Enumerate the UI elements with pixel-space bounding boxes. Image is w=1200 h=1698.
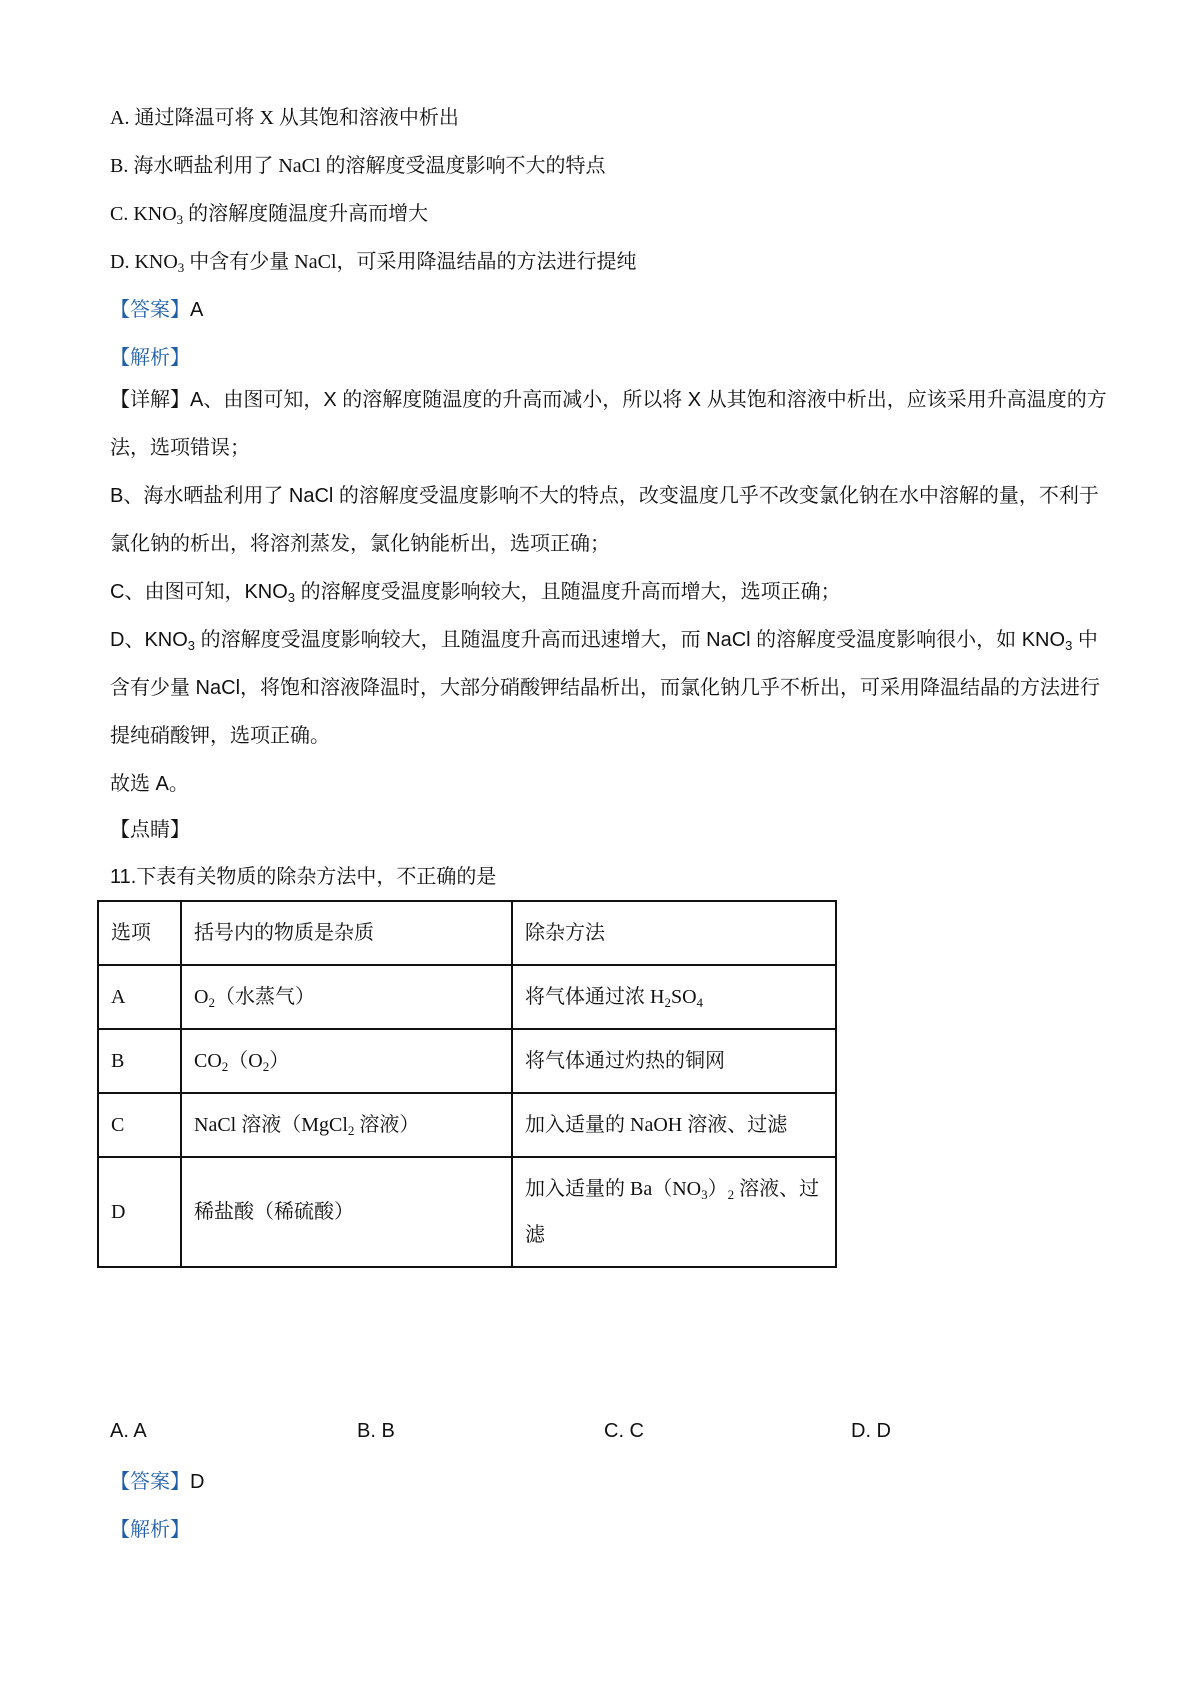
detail-conclusion: 故选 A。 xyxy=(110,773,189,795)
detail-paragraph-d: D、$KNO_3$ 的溶解度受温度影响较大，且随温度升高而迅速增大，而 NaCl 的溶解度受温度影响很小，如 $KNO_3$ 中含有少量 NaCl，将饱和溶液降温时，大部分硝酸钾结晶析出，而氯化钠几乎不析出，可采用降温结晶的方法进行提纯硝酸钾，选项正确。 xyxy=(110,629,1101,747)
header-option: 选项 xyxy=(98,901,181,965)
option-a-text: A. 通过降温可将 X 从其饱和溶液中析出 xyxy=(110,107,459,129)
analysis-10-label: 【解析】 xyxy=(110,347,190,369)
answer-value: A xyxy=(190,299,204,321)
cell-substance: NaCl 溶液（MgCl$_2$ 溶液） xyxy=(181,1093,512,1157)
analysis-11-label: 【解析】 xyxy=(110,1519,190,1541)
header-substance: 括号内的物质是杂质 xyxy=(181,901,512,965)
option-d-text: D. $KNO_3$ 中含有少量 NaCl，可采用降温结晶的方法进行提纯 xyxy=(110,251,637,275)
choice-b: B. B xyxy=(357,1420,395,1442)
cell-method: 加入适量的 $Ba(NO_3)_2$ 溶液、过滤 xyxy=(512,1157,836,1267)
answer-value: D xyxy=(190,1471,205,1493)
option-c-text: C. $KNO_3$ 的溶解度随温度升高而增大 xyxy=(110,203,429,227)
table-row xyxy=(98,1029,836,1093)
table-header-row xyxy=(98,901,836,965)
cell-method: 将气体通过灼热的铜网 xyxy=(512,1029,836,1093)
cell-method: 加入适量的 NaOH 溶液、过滤 xyxy=(512,1093,836,1157)
detail-paragraph-b: B、海水晒盐利用了 NaCl 的溶解度受温度影响不大的特点，改变温度几乎不改变氯化钠在水中溶解的量，不利于氯化钠的析出，将溶剂蒸发，氯化钠能析出，选项正确； xyxy=(110,485,1099,555)
answer-11 xyxy=(110,1468,204,1496)
cell-option: C xyxy=(98,1093,181,1157)
question-11-stem: 11.下表有关物质的除杂方法中，不正确的是 xyxy=(110,866,497,888)
comment-10-label: 【点睛】 xyxy=(110,819,190,841)
answer-label: 【答案】 xyxy=(110,1471,190,1493)
answer-label: 【答案】 xyxy=(110,299,190,321)
impurity-removal-table xyxy=(97,900,837,1268)
choice-d: D. D xyxy=(851,1420,891,1442)
detail-paragraph-a: 【详解】A、由图可知，X 的溶解度随温度的升高而减小，所以将 X 从其饱和溶液中析出，应该采用升高温度的方法，选项错误； xyxy=(110,389,1107,459)
table-row xyxy=(98,965,836,1029)
cell-substance: $CO_2(O_2)$ xyxy=(181,1029,512,1093)
question-11-options xyxy=(110,1420,1110,1450)
cell-option: D xyxy=(98,1157,181,1267)
detail-10 xyxy=(110,376,1110,808)
cell-substance: 稀盐酸（稀硫酸） xyxy=(181,1157,512,1267)
choice-c: C. C xyxy=(604,1420,644,1442)
detail-paragraph-c: C、由图可知，$KNO_3$ 的溶解度受温度影响较大，且随温度升高而增大，选项正确； xyxy=(110,581,841,605)
cell-substance: $O_2$（水蒸气） xyxy=(181,965,512,1029)
choice-a: A. A xyxy=(110,1420,147,1442)
table-row xyxy=(98,1093,836,1157)
table-row xyxy=(98,1157,836,1267)
option-b-text: B. 海水晒盐利用了 NaCl 的溶解度受温度影响不大的特点 xyxy=(110,155,606,177)
cell-option: A xyxy=(98,965,181,1029)
cell-method: 将气体通过浓 $H_2SO_4$ xyxy=(512,965,836,1029)
answer-10 xyxy=(110,296,203,324)
cell-option: B xyxy=(98,1029,181,1093)
header-method: 除杂方法 xyxy=(512,901,836,965)
